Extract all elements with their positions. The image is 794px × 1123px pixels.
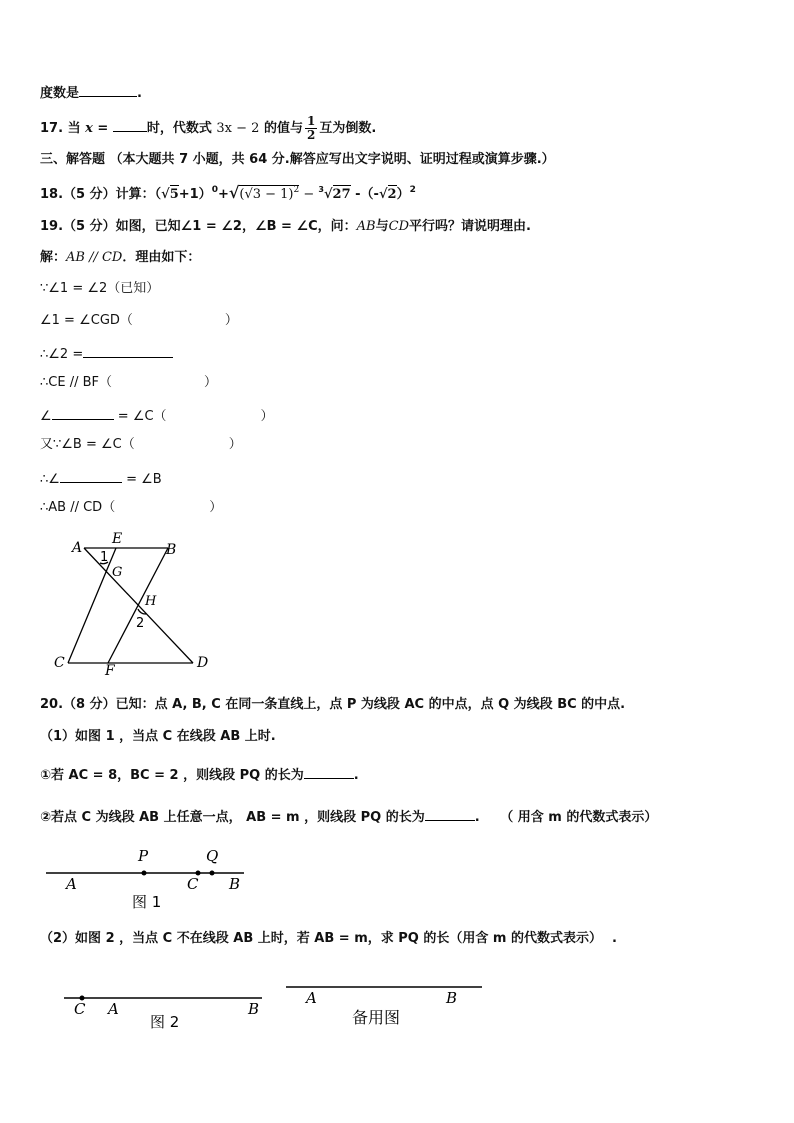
figure-2 — [56, 986, 276, 1034]
proof-line-4 — [40, 374, 217, 392]
q17-var: x — [85, 121, 93, 136]
part1-text: （1）如图 1 ，当点 C 在线段 AB 上时. — [40, 729, 276, 744]
q17-after: 的值与 — [263, 121, 303, 136]
q18-close: ） — [396, 187, 410, 202]
part2-text: （2）如图 2 ，当点 C 不在线段 AB 上时，若 AB = m，求 PQ 的长（用含 m 的代数式表示） — [40, 931, 602, 946]
q19-with: 与 — [375, 219, 389, 234]
radicand-2: 2 — [387, 187, 397, 202]
segment-ad — [84, 548, 193, 663]
cube-index: 3 — [318, 185, 324, 194]
label-b: B — [446, 989, 458, 1007]
proof-close: ） — [203, 375, 217, 390]
label-a: A — [66, 875, 77, 893]
exponent-2: 2 — [409, 185, 416, 195]
caption-figure-1: 图 1 — [132, 893, 162, 911]
q17-eq: = — [92, 121, 109, 136]
proof-close: ） — [260, 409, 274, 424]
q16-text: 度数是 — [40, 86, 80, 101]
radicand-27: 27 — [332, 187, 351, 202]
figure-19-parallelogram — [50, 528, 220, 678]
proof-line-8 — [40, 499, 222, 517]
answer-blank — [113, 117, 147, 132]
q20-score: （8 分） — [63, 697, 116, 712]
solution-label: 解： — [40, 250, 67, 265]
sqrt-2: √2 — [378, 187, 397, 202]
label-b: B — [166, 542, 177, 558]
proof-text: = ∠B — [121, 472, 162, 487]
proof-text: ∴∠2 = — [40, 347, 84, 362]
point-q — [210, 871, 215, 876]
label-c: C — [74, 1000, 86, 1018]
proof-close: ） — [224, 313, 238, 328]
q17-pre: 当 — [67, 121, 81, 136]
label-q: Q — [206, 847, 219, 865]
frac-den: 2 — [306, 128, 316, 142]
inner-expr: (√3 − 1) — [239, 187, 294, 202]
label-a: A — [108, 1000, 119, 1018]
q19-score: （5 分） — [63, 219, 116, 234]
proof-text: 又∵∠B = ∠C（ — [40, 437, 135, 452]
sqrt-outer: √ — [228, 183, 240, 202]
q19-text1: 如图，已知∠1 = ∠2，∠B = ∠C，问： — [115, 219, 357, 234]
part1a-text: ①若 AC = 8，BC = 2 ，则线段 PQ 的长为 — [40, 768, 304, 783]
label-b: B — [229, 875, 241, 893]
exponent-0: 0 — [211, 185, 218, 195]
label-h: H — [145, 594, 157, 609]
q17-end: 互为倒数. — [319, 121, 377, 136]
q20-text: 已知：点 A, B, C 在同一条直线上，点 P 为线段 AC 的中点，点 Q 为线段 BC 的中点. — [115, 697, 626, 712]
question-20 — [40, 696, 625, 714]
answer-blank — [79, 82, 137, 97]
q18-minus: − — [299, 187, 319, 202]
label-a: A — [72, 540, 83, 556]
answer-blank — [304, 764, 354, 779]
proof-line-5 — [40, 405, 274, 426]
q18-minus-neg: -（- — [350, 187, 379, 202]
frac-num: 1 — [306, 114, 316, 128]
sqrt-outer-content — [239, 185, 299, 202]
q18-score: （5 分） — [63, 187, 116, 202]
label-2: 2 — [136, 616, 145, 631]
figure-spare — [282, 978, 492, 1030]
solution-parallel: AB // CD — [66, 250, 123, 265]
q20-part1a — [40, 764, 359, 785]
cbrt-27: √27 — [324, 187, 351, 202]
q16-end: . — [137, 86, 142, 101]
proof-text: ∴∠ — [40, 472, 60, 487]
proof-text: ∠ — [40, 409, 52, 424]
question-19 — [40, 218, 531, 236]
label-f: F — [105, 663, 115, 678]
label-c: C — [54, 655, 65, 671]
q19-number: 19. — [40, 219, 64, 234]
q17-mid: 时，代数式 — [146, 121, 212, 136]
q19-cd: CD — [388, 219, 409, 234]
section-3-header — [40, 151, 555, 169]
q19-ab: AB — [356, 219, 376, 234]
label-a: A — [306, 989, 317, 1007]
part1b-note: （ 用含 m 的代数式表示） — [500, 810, 658, 825]
q19-text2: 平行吗？请说明理由. — [409, 219, 531, 234]
q20-part2 — [40, 930, 617, 948]
proof-line-6 — [40, 436, 242, 454]
q20-part1b — [40, 806, 657, 827]
q20-number: 20. — [40, 697, 64, 712]
proof-line-2 — [40, 312, 238, 330]
proof-close: ） — [228, 437, 242, 452]
question-18 — [40, 179, 416, 206]
answer-blank — [52, 405, 114, 420]
q16-tail — [40, 82, 142, 103]
proof-text: ∠1 = ∠CGD（ — [40, 313, 133, 328]
q18-number: 18. — [40, 187, 64, 202]
label-b: B — [248, 1000, 260, 1018]
sqrt-5: √5 — [161, 187, 179, 202]
solution-text: ．理由如下： — [122, 250, 201, 265]
label-g: G — [112, 565, 123, 580]
q19-solution-intro — [40, 249, 200, 267]
label-p: P — [138, 847, 149, 865]
part1b-text: ②若点 C 为线段 AB 上任意一点， AB = m ，则线段 PQ 的长为 — [40, 810, 425, 825]
question-17 — [40, 114, 376, 144]
q17-number: 17. — [40, 121, 64, 136]
answer-blank — [425, 806, 475, 821]
caption-figure-2: 图 2 — [150, 1013, 180, 1031]
part1b-end: . — [474, 810, 480, 825]
segment-ec — [68, 548, 116, 663]
label-d: D — [197, 655, 209, 671]
q18-label: 计算： — [115, 187, 155, 202]
answer-blank — [83, 343, 173, 358]
fraction-half — [305, 115, 317, 142]
proof-text: ∴CE // BF（ — [40, 375, 112, 390]
proof-line-1 — [40, 280, 159, 298]
q20-part1 — [40, 728, 276, 746]
part1a-end: . — [353, 768, 359, 783]
proof-text: = ∠C（ — [113, 409, 167, 424]
point-p — [142, 871, 147, 876]
proof-close: ） — [209, 500, 223, 515]
label-1: 1 — [100, 550, 109, 565]
proof-line-3 — [40, 343, 173, 364]
proof-text: ∵∠1 = ∠2（已知） — [40, 281, 160, 296]
proof-text: ∴AB // CD（ — [40, 500, 116, 515]
proof-line-7 — [40, 468, 162, 489]
label-e: E — [112, 531, 123, 547]
figure-1 — [40, 842, 260, 914]
label-c: C — [187, 875, 199, 893]
section-note: （本大题共 7 小题，共 64 分.解答应写出文字说明、证明过程或演算步骤.） — [109, 152, 555, 167]
answer-blank — [60, 468, 122, 483]
section-title: 三、解答题 — [40, 152, 106, 167]
q18-plus-one: +1） — [178, 187, 212, 202]
part2-end: . — [611, 931, 617, 946]
caption-spare: 备用图 — [352, 1008, 401, 1027]
q18-paren: （ — [154, 187, 162, 202]
q18-plus: + — [217, 187, 229, 202]
exponent-2-inner: 2 — [293, 185, 300, 195]
q17-expr: 3x − 2 — [216, 121, 260, 136]
radicand-5: 5 — [169, 187, 179, 202]
